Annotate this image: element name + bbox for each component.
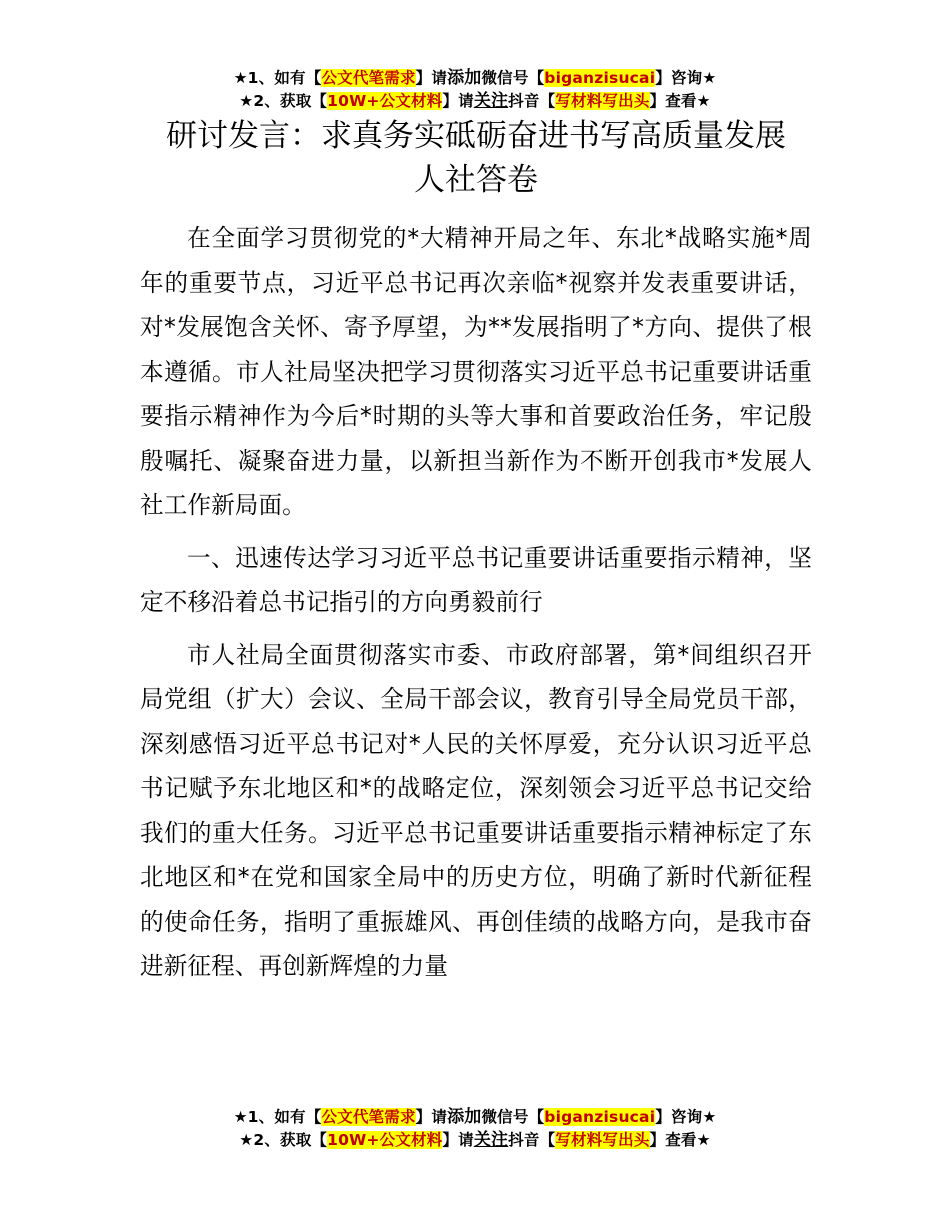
- promo-footer: [0, 1106, 950, 1152]
- document-title: [140, 114, 812, 202]
- highlight-wechat-id: biganzisucai: [544, 1108, 656, 1126]
- title-line-2: 人社答卷: [414, 162, 538, 198]
- promo-line-1: ★1、如有【公文代笔需求】请添加微信号【biganzisucai】咨询★: [233, 68, 717, 88]
- highlight-wechat-id: biganzisucai: [544, 69, 656, 87]
- promo-line-2: ★2、获取【10W+公文材料】请关注抖音【写材料写出头】查看★: [239, 1130, 711, 1150]
- paragraph-intro: 在全面学习贯彻党的*大精神开局之年、东北*战略实施*周年的重要节点，习近平总书记再次亲临*视察并发表重要讲话，对*发展饱含关怀、寄予厚望，为**发展指明了*方向、提供了根本遵循。市人社局坚决把学习贯彻落实习近平总书记重要讲话重要指示精神作为今后*时期的头等大事和首要政治任务，牢记殷殷嘱托、凝聚奋进力量，以新担当新作为不断开创我市*发展人社工作新局面。: [140, 224, 812, 519]
- promo-line-2: ★2、获取【10W+公文材料】请关注抖音【写材料写出头】查看★: [239, 91, 711, 111]
- highlight-materials: 10W+公文材料: [327, 1131, 443, 1149]
- promo-line-1: ★1、如有【公文代笔需求】请添加微信号【biganzisucai】咨询★: [233, 1107, 717, 1127]
- promo-header: [0, 67, 950, 113]
- highlight-service: 公文代笔需求: [321, 1108, 416, 1126]
- highlight-douyin: 写材料写出头: [555, 92, 650, 110]
- document-body: [140, 216, 812, 989]
- highlight-service: 公文代笔需求: [321, 69, 416, 87]
- highlight-materials: 10W+公文材料: [327, 92, 443, 110]
- paragraph-section-1: 市人社局全面贯彻落实市委、市政府部署，第*间组织召开局党组（扩大）会议、全局干部会议，教育引导全局党员干部，深刻感悟习近平总书记对*人民的关怀厚爱，充分认识习近平总书记赋予东北地区和*的战略定位，深刻领会习近平总书记交给我们的重大任务。习近平总书记重要讲话重要指示精神标定了东北地区和*在党和国家全局中的历史方位，明确了新时代新征程的使命任务，指明了重振雄风、再创佳绩的战略方向，是我市奋进新征程、再创新辉煌的力量: [140, 640, 812, 980]
- title-line-1: 研讨发言：求真务实砥砺奋进书写高质量发展: [166, 118, 786, 154]
- highlight-douyin: 写材料写出头: [555, 1131, 650, 1149]
- section-heading-1: 一、迅速传达学习习近平总书记重要讲话重要指示精神，坚定不移沿着总书记指引的方向勇毅前行: [140, 543, 812, 616]
